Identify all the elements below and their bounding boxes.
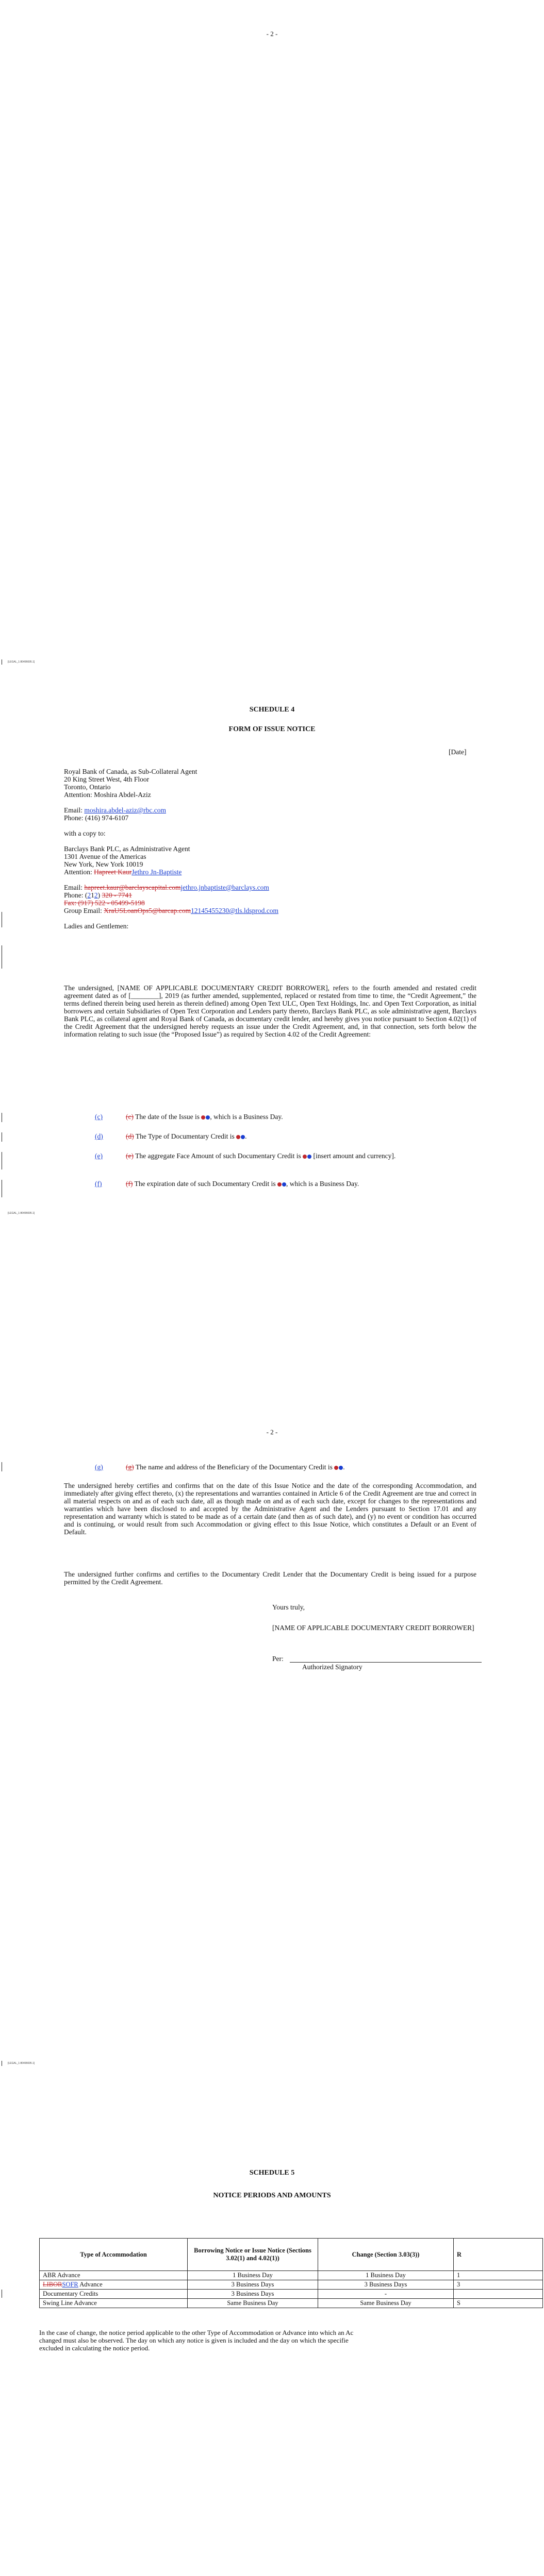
table-row (40, 2271, 543, 2280)
authorized-signatory: Authorized Signatory (302, 1663, 362, 1671)
item-text-after: , which is a Business Day. (286, 1180, 359, 1188)
placeholder-dot-blue (307, 1155, 311, 1159)
placeholder-dot-blue (241, 1135, 245, 1139)
item-text-after: , which is a Business Day. (210, 1113, 283, 1121)
item-text (126, 1132, 476, 1140)
table-row (40, 2290, 543, 2299)
table-cell: Same Business Day (188, 2299, 318, 2308)
cell-text: Documentary Credits (43, 2290, 98, 2297)
footer-reference: [LEGAL_1:80496695.1] (8, 1212, 35, 1215)
column-header: Type of Accommodation (40, 2239, 188, 2271)
recipient-line: 20 King Street West, 4th Floor (64, 775, 150, 783)
recipient-address (64, 768, 476, 930)
admin-phone (64, 891, 476, 899)
deleted-label: (e) (126, 1152, 134, 1160)
signatory-name: [NAME OF APPLICABLE DOCUMENTARY CREDIT BORROWER] (272, 1624, 474, 1632)
item-text-after: . (245, 1132, 247, 1140)
date-placeholder: [Date] (449, 748, 467, 756)
note-line: excluded in calculating the notice period. (39, 2344, 150, 2352)
deleted-label: (g) (126, 1463, 134, 1471)
inserted-text: 2 (94, 891, 98, 899)
deleted-text: LIBOR (43, 2281, 62, 2288)
placeholder-dot-red (277, 1182, 282, 1187)
cell-text: ABR Advance (43, 2272, 80, 2279)
table-cell (454, 2290, 543, 2299)
recipient-line: Attention: Moshira Abdel-Aziz (64, 791, 151, 799)
item-text (126, 1152, 476, 1160)
table-cell (40, 2299, 188, 2308)
deleted-label: (f) (126, 1180, 133, 1188)
table-cell: 3 Business Days (188, 2280, 318, 2290)
item-text-before: The date of the Issue is (133, 1113, 202, 1121)
item-text-before: The expiration date of such Documentary Credit is (133, 1180, 278, 1188)
closing: Yours truly, (272, 1603, 305, 1611)
phone-label: Phone: ( (64, 891, 88, 899)
admin-fax-deleted: Fax: (917) 522 - 05499-5198 (64, 899, 145, 907)
recipient-phone: Phone: (416) 974-6107 (64, 814, 129, 822)
deleted-email: XraUSLoanOps5@barcap.com (104, 907, 191, 914)
deleted-text: 320 - 7741 (102, 891, 132, 899)
item-text-after: [insert amount and currency]. (311, 1152, 396, 1160)
salutation: Ladies and Gentlemen: (64, 922, 129, 930)
table-cell: - (318, 2290, 454, 2299)
inserted-email-link[interactable]: jethro.jnbaptiste@barclays.com (180, 884, 269, 891)
item-label: (f) (95, 1180, 102, 1188)
copy-to-label: with a copy to: (64, 829, 106, 837)
table-cell: Same Business Day (318, 2299, 454, 2308)
table-cell: 3 (454, 2280, 543, 2290)
recipient-email-line (64, 806, 476, 814)
certify-paragraph: The undersigned hereby certifies and confirms that on the date of this Issue Notice and the date of the corresponding Accommodation, and immediately after giving effect thereto, (x) the representations and warranties contained in Article 6 of the Credit Agreement are true and correct in all material respects on and as of each such date, all as though made on and as of each such date, except for changes to the representations and warranties which have been disclosed to and accepted by the Administrative Agent and the Lenders pursuant to Section 17.01 and any representation and warranty which is stated to be made as of a certain date (and then as of such date), and (y) no event or condition has occurred and is continuing, or would result from such Accommodation or giving effect to this Issue Notice, which constitutes a Default or an Event of Default. (64, 1482, 476, 1536)
schedule-4-title: SCHEDULE 4 (249, 706, 295, 714)
group-email-label: Group Email: (64, 907, 104, 914)
note-line: In the case of change, the notice period applicable to the other Type of Accommodation or Advance into which an Ac (39, 2329, 354, 2336)
placeholder-dot-blue (282, 1182, 286, 1187)
further-paragraph: The undersigned further confirms and certifies to the Documentary Credit Lender that the Documentary Credit is being issued for a purpose permitted by the Credit Agreement. (64, 1570, 476, 1586)
attention-label: Attention: (64, 868, 94, 876)
table-header-row (40, 2239, 543, 2271)
table-cell: 1 Business Day (318, 2271, 454, 2280)
recipient-email-link[interactable]: moshira.abdel-aziz@rbc.com (84, 806, 166, 814)
placeholder-dot-red (201, 1115, 205, 1120)
admin-group-email (64, 907, 476, 914)
notice-note (39, 2329, 544, 2352)
footer-reference: [LEGAL_1:80496695.1] (8, 2062, 35, 2065)
admin-line: New York, New York 10019 (64, 860, 143, 868)
cell-text: Advance (78, 2281, 103, 2288)
email-label: Email: (64, 884, 85, 891)
item-text (126, 1113, 476, 1121)
item-label: (g) (95, 1463, 103, 1471)
signature-line (290, 1662, 482, 1663)
schedule-5-subtitle: NOTICE PERIODS AND AMOUNTS (213, 2192, 331, 2199)
phone-digit: 1 (91, 891, 94, 899)
table-row (40, 2299, 543, 2308)
column-header: R (454, 2239, 543, 2271)
recipient-line: Royal Bank of Canada, as Sub-Collateral Agent (64, 768, 197, 775)
recipient-line: Toronto, Ontario (64, 783, 111, 791)
inserted-email-link[interactable]: 12145455230@tls.ldsprod.com (191, 907, 278, 914)
deleted-label: (d) (126, 1132, 134, 1140)
email-label: Email: (64, 806, 85, 814)
table-cell: 1 Business Day (188, 2271, 318, 2280)
per-label: Per: (272, 1655, 284, 1663)
column-header: Borrowing Notice or Issue Notice (Sections 3.02(1) and 4.02(1)) (188, 2239, 318, 2271)
item-text-before: The name and address of the Beneficiary of the Documentary Credit is (134, 1463, 335, 1471)
inserted-text: SOFR (62, 2281, 78, 2288)
placeholder-dot-red (303, 1155, 307, 1159)
placeholder-dot-red (236, 1135, 240, 1139)
table-cell: 1 (454, 2271, 543, 2280)
item-text (126, 1180, 476, 1188)
deleted-email: hapreet.kaur@barclayscapital.com (84, 884, 181, 891)
item-text-before: The Type of Documentary Credit is (134, 1132, 237, 1140)
deleted-text: Hapreet Kaur (94, 868, 132, 876)
item-label: (d) (95, 1132, 103, 1140)
phone-rest: ) (97, 891, 102, 899)
admin-email (64, 884, 476, 891)
table-cell (40, 2271, 188, 2280)
admin-attention (64, 868, 476, 876)
table-cell (40, 2280, 188, 2290)
admin-line: 1301 Avenue of the Americas (64, 853, 146, 860)
item-text-after: . (343, 1463, 345, 1471)
cell-text: Swing Line Advance (43, 2299, 97, 2307)
inserted-text: Jethro Jn-Baptiste (131, 868, 182, 876)
table-cell: 3 Business Days (188, 2290, 318, 2299)
table-cell: S (454, 2299, 543, 2308)
intro-paragraph: The undersigned, [NAME OF APPLICABLE DOCUMENTARY CREDIT BORROWER], refers to the fourth amended and restated credit agreement dated as of [________], 2019 (as further amended, supplemented, replaced or restated from time to time, the “Credit Agreement,” the terms defined therein being used herein as therein defined) among Open Text ULC, Open Text Holdings, Inc. and Open Text Corporation, as initial borrowers and certain Subsidiaries of Open Text Corporation and Lenders party thereto, Barclays Bank PLC, as sole administrative agent, Barclays Bank PLC, as collateral agent and Royal Bank of Canada, as documentary credit lender, and hereby gives you notice pursuant to Section 4.02(1) of the Credit Agreement that the undersigned hereby requests an issue under the Credit Agreement, and, in that connection, sets forth below the information relating to such issue (the “Proposed Issue”) as required by Section 4.02 of the Credit Agreement: (64, 984, 476, 1038)
table-cell (40, 2290, 188, 2299)
schedule-5-title: SCHEDULE 5 (249, 2169, 295, 2177)
footer-reference: [LEGAL_1:80496695.1] (8, 660, 35, 664)
schedule-4-subtitle: FORM OF ISSUE NOTICE (228, 725, 316, 733)
column-header: Change (Section 3.03(3)) (318, 2239, 454, 2271)
page-number: - 2 - (266, 1428, 278, 1436)
item-label: (e) (95, 1152, 103, 1160)
placeholder-dot-red (334, 1466, 338, 1470)
table-cell: 3 Business Days (318, 2280, 454, 2290)
notice-periods-table (39, 2238, 543, 2308)
item-text (126, 1463, 476, 1471)
item-label: (c) (95, 1113, 103, 1121)
note-line: changed must also be observed. The day on which any notice is given is included and the day on which the specifie (39, 2336, 349, 2344)
item-text-before: The aggregate Face Amount of such Documentary Credit is (133, 1152, 303, 1160)
admin-line: Barclays Bank PLC, as Administrative Agent (64, 845, 190, 853)
inserted-text: 2 (87, 891, 91, 899)
table-row (40, 2280, 543, 2290)
deleted-label: (c) (126, 1113, 134, 1121)
page-number: - 2 - (266, 30, 278, 38)
